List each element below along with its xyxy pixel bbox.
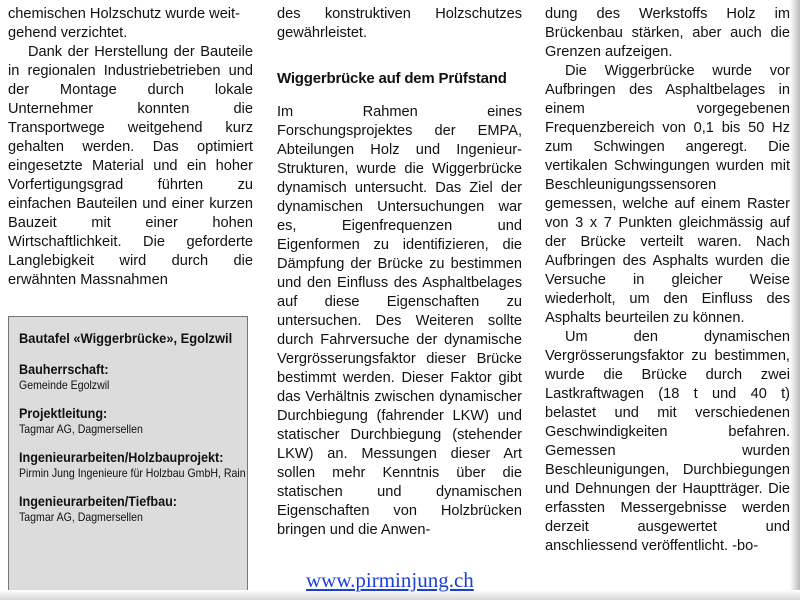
column2-body: Im Rahmen eines Forschungsprojektes der EMPA, Abteilungen Holz und Ingenieur-Strukturen, wurde die Wiggerbrücke dynamisch untersucht. Das Ziel der dynamischen Untersuchungen war es, Eigenfrequenzen und Eigenformen zu identifizieren, die Dämpfung der Brücke zu bestimmen und den Einfluss des Asphaltbelages auf diese Eigenschaften zu untersuchen. Des Weiteren sollte durch Fahrversuche der dynamische Vergrösserungsfaktor dieser Brücke bestimmt werden. Dieser Faktor gibt das Verhältnis zwischen dynamischer Durchbiegung (fahrender LKW) und statischer Durchbiegung (stehender LKW) an. Messungen dieser Art sollen mehr Kenntnis über die statischen und dynamischen Eigenschaften von Holzbrücken bringen und die Anwen- [277, 104, 522, 538]
column1-line-1: chemischen Holzschutz wurde weit- [8, 6, 240, 22]
website-link[interactable]: www.pirminjung.ch [306, 568, 474, 592]
column3-paragraph-3-text: Um den dynamischen Vergrösserungsfaktor zu bestimmen, wurde die Brücke durch zwei Lastkraftwagen (18 t und 40 t) belastet und mit verschiedenen Geschwindigkeiten befahren. Gemessen wurden Beschleunigungen, Durchbiegungen und Dehnungen der Hauptträger. Die erfassten Messergebnisse werden derzeit ausgewertet und anschliessend veröffentlicht. [545, 329, 790, 554]
article-column-1 [8, 5, 253, 290]
info-entry-value: Gemeinde Egolzwil [19, 378, 110, 392]
column1-paragraph-2: Dank der Herstellung der Bauteile in regionalen Industriebetrieben und der Montage durch lokale Unternehmer konnten die Transportwege weitgehend kurz gehalten werden. Das optimiert eingesetzte Material und ein hoher Vorfertigungsgrad führten zu einfachen Bauteilen und einer kurzen Bauzeit mit einer hohen Wirtschaftlichkeit. Die geforderte Langlebigkeit wird durch die erwähnten Massnahmen [8, 44, 253, 288]
author-signature: -bo- [732, 538, 759, 554]
column1-line-2: gehend verzichtet. [8, 25, 128, 41]
info-entry-value: Pirmin Jung Ingenieure für Holzbau GmbH, Rain [19, 466, 246, 480]
article-column-3 [545, 5, 790, 556]
info-entry-label: Bauherrschaft: [19, 361, 109, 377]
info-entry-label: Ingenieurarbeiten/Tiefbau: [19, 493, 177, 509]
project-info-box [8, 316, 248, 596]
section-heading: Wiggerbrücke auf dem Prüfstand [277, 70, 507, 87]
info-entry-value: Tagmar AG, Dagmersellen [19, 510, 143, 524]
info-entry-label: Projektleitung: [19, 405, 108, 421]
column3-paragraph-2: Die Wiggerbrücke wurde vor Aufbringen des Asphaltbelages in einem vorgegebenen Frequenzbereich von 0,1 bis 50 Hz zum Schwingen angeregt. Die vertikalen Schwingungen wurden mit Beschleunigungssensoren gemessen, welche auf einem Raster von 3 x 7 Punkten gleichmässig auf der Brücke verteilt waren. Nach Aufbringen des Asphalts wurden die Versuche in gleicher Weise wiederholt, um den Einfluss des Asphalts beurteilen zu können. [545, 63, 790, 326]
info-entry-tiefbau [19, 493, 237, 525]
info-entry-holzbauprojekt [19, 449, 246, 481]
info-entry-value: Tagmar AG, Dagmersellen [19, 422, 143, 436]
info-box-title: Bautafel «Wiggerbrücke», Egolzwil [19, 330, 233, 346]
article-column-2 [277, 5, 522, 540]
info-entry-bauherrschaft [19, 361, 237, 393]
info-entry-projektleitung [19, 405, 237, 437]
page-edge-shadow [790, 0, 800, 600]
info-entry-label: Ingenieurarbeiten/Holzbauprojekt: [19, 449, 224, 465]
column3-intro: dung des Werkstoffs Holz im Brückenbau stärken, aber auch die Grenzen aufzeigen. [545, 6, 790, 60]
column2-intro: des konstruktiven Holzschutzes gewährleistet. [277, 6, 522, 41]
column3-paragraph-3 [545, 328, 790, 556]
